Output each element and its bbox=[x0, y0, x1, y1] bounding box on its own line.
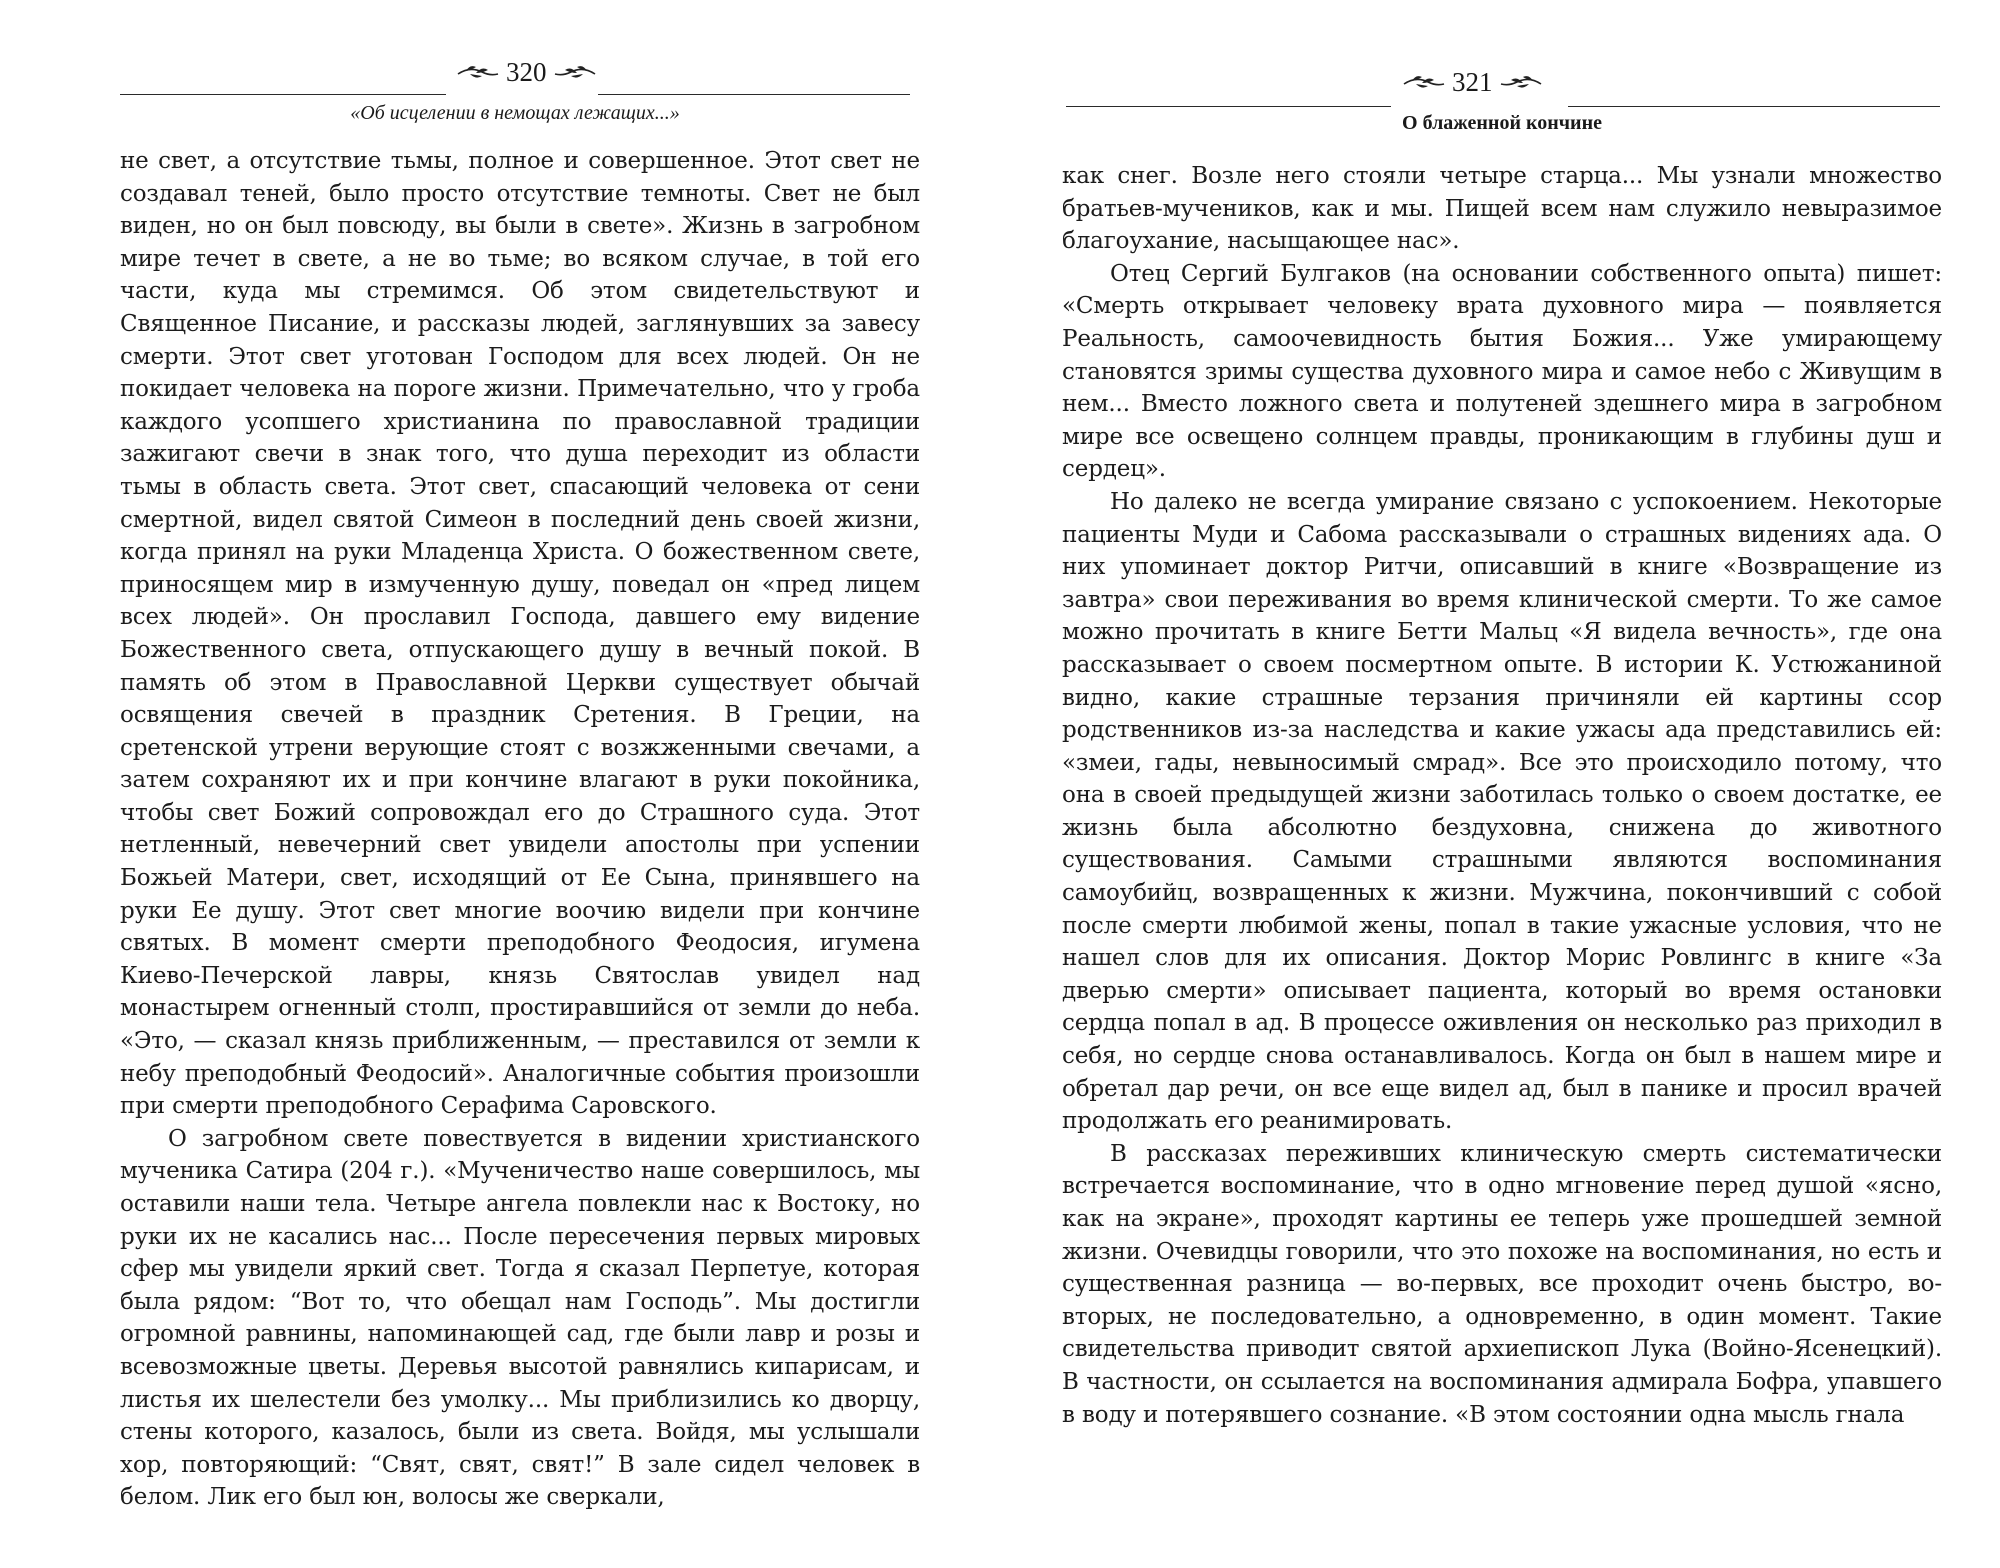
paragraph: Отец Сергий Булгаков (на основании собственного опыта) пишет: «Смерть открывает человеку врата духовного мира — появляется Реальность, самоочевидность бытия Божия... Уже умирающему становятся зримы существа духовного мира и самое небо с Живущим в нем... Вместо ложного света и полутеней здешнего мира в загробном мире все освещено солнцем правды, проникающим в глубины душ и сердец». bbox=[1062, 260, 1942, 483]
right-page-header bbox=[1062, 46, 1892, 134]
paragraph: Но далеко не всегда умирание связано с успокоением. Некоторые пациенты Муди и Сабома рассказывали о страшных видениях ада. О них упоминает доктор Ритчи, описавший в книге «Возвращение из завтра» свои переживания во время клинической смерти. То же самое можно прочитать в книге Бетти Мальц «Я видела вечность», где она рассказывает о своем посмертном опыте. В истории К. Устюжаниной видно, какие страшные терзания причиняли ей картины ссор родственников из-за наследства и какие ужасы ада представились ей: «змеи, гады, невыносимый смрад». Все это происходило потому, что она в своей предыдущей жизни заботилась только о своем достатке, ее жизнь была абсолютно бездуховна, снижена до животного существования. Самыми страшными являются воспоминания самоубийц, возвращенных к жизни. Мужчина, покончивший с собой после смерти любимой жены, попал в такие ужасные условия, что не нашел слов для их описания. Доктор Морис Ровлингс в книге «За дверью смерти» описывает пациента, который во время остановки сердца попал в ад. В процессе оживления он несколько раз приходил в себя, но сердце снова останавливалось. Когда он был в нашем мире и обретал дар речи, он все еще видел ад, был в панике и просил врачей продолжать его реанимировать. bbox=[1062, 488, 1942, 1135]
page-number-group bbox=[1402, 64, 1543, 100]
body-text bbox=[120, 145, 920, 1514]
body-text bbox=[1062, 160, 1942, 1431]
left-page bbox=[120, 0, 1060, 1568]
paragraph: В рассказах переживших клиническую смерть систематически встречается воспоминание, что в одно мгновение перед душой «ясно, как на экране», проходят картины ее теперь уже прошедшей земной жизни. Очевидцы говорили, что это похоже на воспоминания, но есть и существенная разница — во-первых, все проходит очень быстро, во-вторых, не последовательно, а одновременно, в один момент. Такие свидетельства приводит святой архиепископ Лука (Войно-Ясенецкий). В частности, он ссылается на воспоминания адмирала Бофра, упавшего в воду и потерявшего сознание. «В этом состоянии одна мысль гнала bbox=[1062, 1140, 1942, 1428]
leaf-ornament-icon bbox=[553, 62, 597, 82]
header-rule-right bbox=[598, 94, 910, 95]
page-number: 321 bbox=[1452, 67, 1493, 97]
paragraph: как снег. Возле него стояли четыре старца... Мы узнали множество братьев-мучеников, как и мы. Пищей всем нам служило невыразимое благоухание, насыщающее нас». bbox=[1062, 163, 1942, 255]
paragraph: О загробном свете повествуется в видении христианского мученика Сатира (204 г.). «Мученичество наше совершилось, мы оставили наши тела. Четыре ангела повлекли нас к Востоку, но руки их не касались нас... После пересечения первых мировых сфер мы увидели яркий свет. Тогда я сказал Перпетуе, которая была рядом: “Вот то, что обещал нам Господь”. Мы достигли огромной равнины, напоминающей сад, где были лавр и розы и всевозможные цветы. Деревья высотой равнялись кипарисам, и листья их шелестели без умолку... Мы приблизились ко дворцу, стены которого, казалось, были из света. Войдя, мы услышали хор, повторяющий: “Свят, свят, свят!” В зале сидел человек в белом. Лик его был юн, волосы же сверкали, bbox=[120, 1125, 920, 1511]
leaf-ornament-icon bbox=[1402, 72, 1446, 92]
left-page-header bbox=[120, 46, 910, 124]
leaf-ornament-icon bbox=[456, 62, 500, 82]
leaf-ornament-icon bbox=[1499, 72, 1543, 92]
header-rule-left bbox=[120, 94, 446, 95]
header-rule-right bbox=[1568, 106, 1940, 107]
right-page bbox=[1062, 0, 2000, 1568]
running-head: О блаженной кончине bbox=[1402, 112, 1602, 134]
running-head: «Об исцелении в немощах лежащих...» bbox=[350, 102, 680, 124]
page-number: 320 bbox=[506, 57, 547, 87]
header-rule-left bbox=[1066, 106, 1391, 107]
page-number-group bbox=[456, 54, 597, 90]
paragraph: не свет, а отсутствие тьмы, полное и совершенное. Этот свет не создавал теней, было просто отсутствие темноты. Свет не был виден, но он был повсюду, вы были в свете». Жизнь в загробном мире течет в свете, а не во тьме; во всяком случае, в той его части, куда мы стремимся. Об этом свидетельствуют и Священное Писание, и рассказы людей, заглянувших за завесу смерти. Этот свет уготован Господом для всех людей. Он не покидает человека на пороге жизни. Примечательно, что у гроба каждого усопшего христианина по православной традиции зажигают свечи в знак того, что душа переходит из области тьмы в область света. Этот свет, спасающий человека от сени смертной, видел святой Симеон в последний день своей жизни, когда принял на руки Младенца Христа. О божественном свете, приносящем мир в измученную душу, поведал он «пред лицем всех людей». Он прославил Господа, давшего ему видение Божественного света, отпускающего душу в вечный покой. В память об этом в Православной Церкви существует обычай освящения свечей в праздник Сретения. В Греции, на сретенской утрени верующие стоят с возжженными свечами, а затем сохраняют их и при кончине влагают в руки покойника, чтобы свет Божий сопровождал его до Страшного суда. Этот нетленный, невечерний свет увидели апостолы при успении Божьей Матери, свет, исходящий от Ее Сына, принявшего на руки Ее душу. Этот свет многие воочию видели при кончине святых. В момент смерти преподобного Феодосия, игумена Киево-Печерской лавры, князь Святослав увидел над монастырем огненный столп, простиравшийся от земли до неба. «Это, — сказал князь приближенным, — преставился от земли к небу преподобный Феодосий». Аналогичные события произошли при смерти преподобного Серафима Саровского. bbox=[120, 148, 920, 1120]
